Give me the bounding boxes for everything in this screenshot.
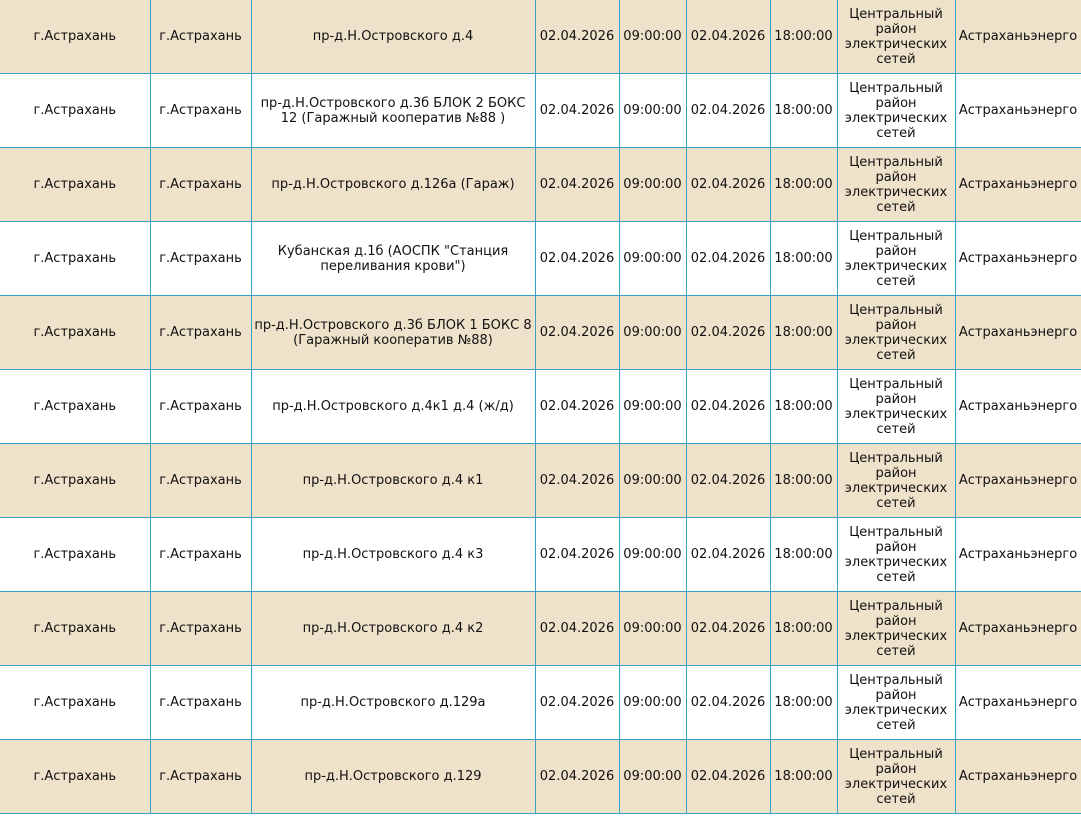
city-cell: г.Астрахань bbox=[0, 148, 150, 222]
start-date-cell: 02.04.2026 bbox=[535, 666, 619, 740]
table-row bbox=[0, 518, 1081, 592]
city-cell: г.Астрахань bbox=[0, 296, 150, 370]
table-row bbox=[0, 666, 1081, 740]
address-cell: пр-д.Н.Островского д.4 к3 bbox=[251, 518, 535, 592]
end-time-cell: 18:00:00 bbox=[770, 148, 837, 222]
start-date-cell: 02.04.2026 bbox=[535, 222, 619, 296]
start-date-cell: 02.04.2026 bbox=[535, 148, 619, 222]
city-cell: г.Астрахань bbox=[0, 518, 150, 592]
end-time-cell: 18:00:00 bbox=[770, 0, 837, 74]
end-date-cell: 02.04.2026 bbox=[686, 296, 770, 370]
end-date-cell: 02.04.2026 bbox=[686, 222, 770, 296]
address-cell: пр-д.Н.Островского д.129а bbox=[251, 666, 535, 740]
organization-cell: Астраханьэнерго bbox=[955, 740, 1081, 814]
organization-cell: Астраханьэнерго bbox=[955, 370, 1081, 444]
address-cell: пр-д.Н.Островского д.4к1 д.4 (ж/д) bbox=[251, 370, 535, 444]
city-cell: г.Астрахань bbox=[0, 370, 150, 444]
organization-cell: Астраханьэнерго bbox=[955, 518, 1081, 592]
locality-cell: г.Астрахань bbox=[150, 74, 251, 148]
table-row bbox=[0, 444, 1081, 518]
district-cell: Центральный район электрических сетей bbox=[837, 222, 955, 296]
city-cell: г.Астрахань bbox=[0, 592, 150, 666]
organization-cell: Астраханьэнерго bbox=[955, 74, 1081, 148]
table-row bbox=[0, 0, 1081, 74]
locality-cell: г.Астрахань bbox=[150, 518, 251, 592]
end-date-cell: 02.04.2026 bbox=[686, 666, 770, 740]
end-time-cell: 18:00:00 bbox=[770, 370, 837, 444]
district-cell: Центральный район электрических сетей bbox=[837, 148, 955, 222]
table-row bbox=[0, 296, 1081, 370]
end-date-cell: 02.04.2026 bbox=[686, 370, 770, 444]
organization-cell: Астраханьэнерго bbox=[955, 444, 1081, 518]
start-date-cell: 02.04.2026 bbox=[535, 518, 619, 592]
end-date-cell: 02.04.2026 bbox=[686, 444, 770, 518]
organization-cell: Астраханьэнерго bbox=[955, 222, 1081, 296]
table-row bbox=[0, 370, 1081, 444]
city-cell: г.Астрахань bbox=[0, 74, 150, 148]
start-date-cell: 02.04.2026 bbox=[535, 444, 619, 518]
table-row bbox=[0, 740, 1081, 814]
address-cell: пр-д.Н.Островского д.4 bbox=[251, 0, 535, 74]
locality-cell: г.Астрахань bbox=[150, 740, 251, 814]
city-cell: г.Астрахань bbox=[0, 444, 150, 518]
address-cell: Кубанская д.1б (АОСПК "Станция переливания крови") bbox=[251, 222, 535, 296]
district-cell: Центральный район электрических сетей bbox=[837, 666, 955, 740]
city-cell: г.Астрахань bbox=[0, 740, 150, 814]
start-time-cell: 09:00:00 bbox=[619, 592, 686, 666]
district-cell: Центральный район электрических сетей bbox=[837, 592, 955, 666]
locality-cell: г.Астрахань bbox=[150, 592, 251, 666]
locality-cell: г.Астрахань bbox=[150, 0, 251, 74]
end-date-cell: 02.04.2026 bbox=[686, 74, 770, 148]
start-time-cell: 09:00:00 bbox=[619, 518, 686, 592]
district-cell: Центральный район электрических сетей bbox=[837, 74, 955, 148]
city-cell: г.Астрахань bbox=[0, 0, 150, 74]
address-cell: пр-д.Н.Островского д.4 к1 bbox=[251, 444, 535, 518]
locality-cell: г.Астрахань bbox=[150, 370, 251, 444]
start-time-cell: 09:00:00 bbox=[619, 740, 686, 814]
locality-cell: г.Астрахань bbox=[150, 666, 251, 740]
district-cell: Центральный район электрических сетей bbox=[837, 370, 955, 444]
start-date-cell: 02.04.2026 bbox=[535, 0, 619, 74]
start-time-cell: 09:00:00 bbox=[619, 0, 686, 74]
district-cell: Центральный район электрических сетей bbox=[837, 518, 955, 592]
start-time-cell: 09:00:00 bbox=[619, 222, 686, 296]
district-cell: Центральный район электрических сетей bbox=[837, 444, 955, 518]
address-cell: пр-д.Н.Островского д.4 к2 bbox=[251, 592, 535, 666]
start-date-cell: 02.04.2026 bbox=[535, 296, 619, 370]
end-date-cell: 02.04.2026 bbox=[686, 0, 770, 74]
address-cell: пр-д.Н.Островского д.3б БЛОК 1 БОКС 8 (Гаражный кооператив №88) bbox=[251, 296, 535, 370]
end-date-cell: 02.04.2026 bbox=[686, 592, 770, 666]
end-time-cell: 18:00:00 bbox=[770, 296, 837, 370]
locality-cell: г.Астрахань bbox=[150, 222, 251, 296]
start-date-cell: 02.04.2026 bbox=[535, 740, 619, 814]
end-time-cell: 18:00:00 bbox=[770, 740, 837, 814]
address-cell: пр-д.Н.Островского д.3б БЛОК 2 БОКС 12 (Гаражный кооператив №88 ) bbox=[251, 74, 535, 148]
table-row bbox=[0, 148, 1081, 222]
city-cell: г.Астрахань bbox=[0, 222, 150, 296]
locality-cell: г.Астрахань bbox=[150, 444, 251, 518]
end-date-cell: 02.04.2026 bbox=[686, 518, 770, 592]
district-cell: Центральный район электрических сетей bbox=[837, 0, 955, 74]
start-time-cell: 09:00:00 bbox=[619, 666, 686, 740]
start-time-cell: 09:00:00 bbox=[619, 370, 686, 444]
end-time-cell: 18:00:00 bbox=[770, 74, 837, 148]
city-cell: г.Астрахань bbox=[0, 666, 150, 740]
locality-cell: г.Астрахань bbox=[150, 148, 251, 222]
organization-cell: Астраханьэнерго bbox=[955, 296, 1081, 370]
organization-cell: Астраханьэнерго bbox=[955, 666, 1081, 740]
start-date-cell: 02.04.2026 bbox=[535, 592, 619, 666]
start-time-cell: 09:00:00 bbox=[619, 148, 686, 222]
start-date-cell: 02.04.2026 bbox=[535, 74, 619, 148]
start-time-cell: 09:00:00 bbox=[619, 74, 686, 148]
district-cell: Центральный район электрических сетей bbox=[837, 296, 955, 370]
start-time-cell: 09:00:00 bbox=[619, 444, 686, 518]
end-time-cell: 18:00:00 bbox=[770, 666, 837, 740]
end-time-cell: 18:00:00 bbox=[770, 518, 837, 592]
locality-cell: г.Астрахань bbox=[150, 296, 251, 370]
end-date-cell: 02.04.2026 bbox=[686, 148, 770, 222]
organization-cell: Астраханьэнерго bbox=[955, 592, 1081, 666]
end-time-cell: 18:00:00 bbox=[770, 592, 837, 666]
end-time-cell: 18:00:00 bbox=[770, 444, 837, 518]
address-cell: пр-д.Н.Островского д.126а (Гараж) bbox=[251, 148, 535, 222]
end-time-cell: 18:00:00 bbox=[770, 222, 837, 296]
end-date-cell: 02.04.2026 bbox=[686, 740, 770, 814]
address-cell: пр-д.Н.Островского д.129 bbox=[251, 740, 535, 814]
table-row bbox=[0, 74, 1081, 148]
start-time-cell: 09:00:00 bbox=[619, 296, 686, 370]
start-date-cell: 02.04.2026 bbox=[535, 370, 619, 444]
table-row bbox=[0, 592, 1081, 666]
district-cell: Центральный район электрических сетей bbox=[837, 740, 955, 814]
organization-cell: Астраханьэнерго bbox=[955, 148, 1081, 222]
table-row bbox=[0, 222, 1081, 296]
organization-cell: Астраханьэнерго bbox=[955, 0, 1081, 74]
